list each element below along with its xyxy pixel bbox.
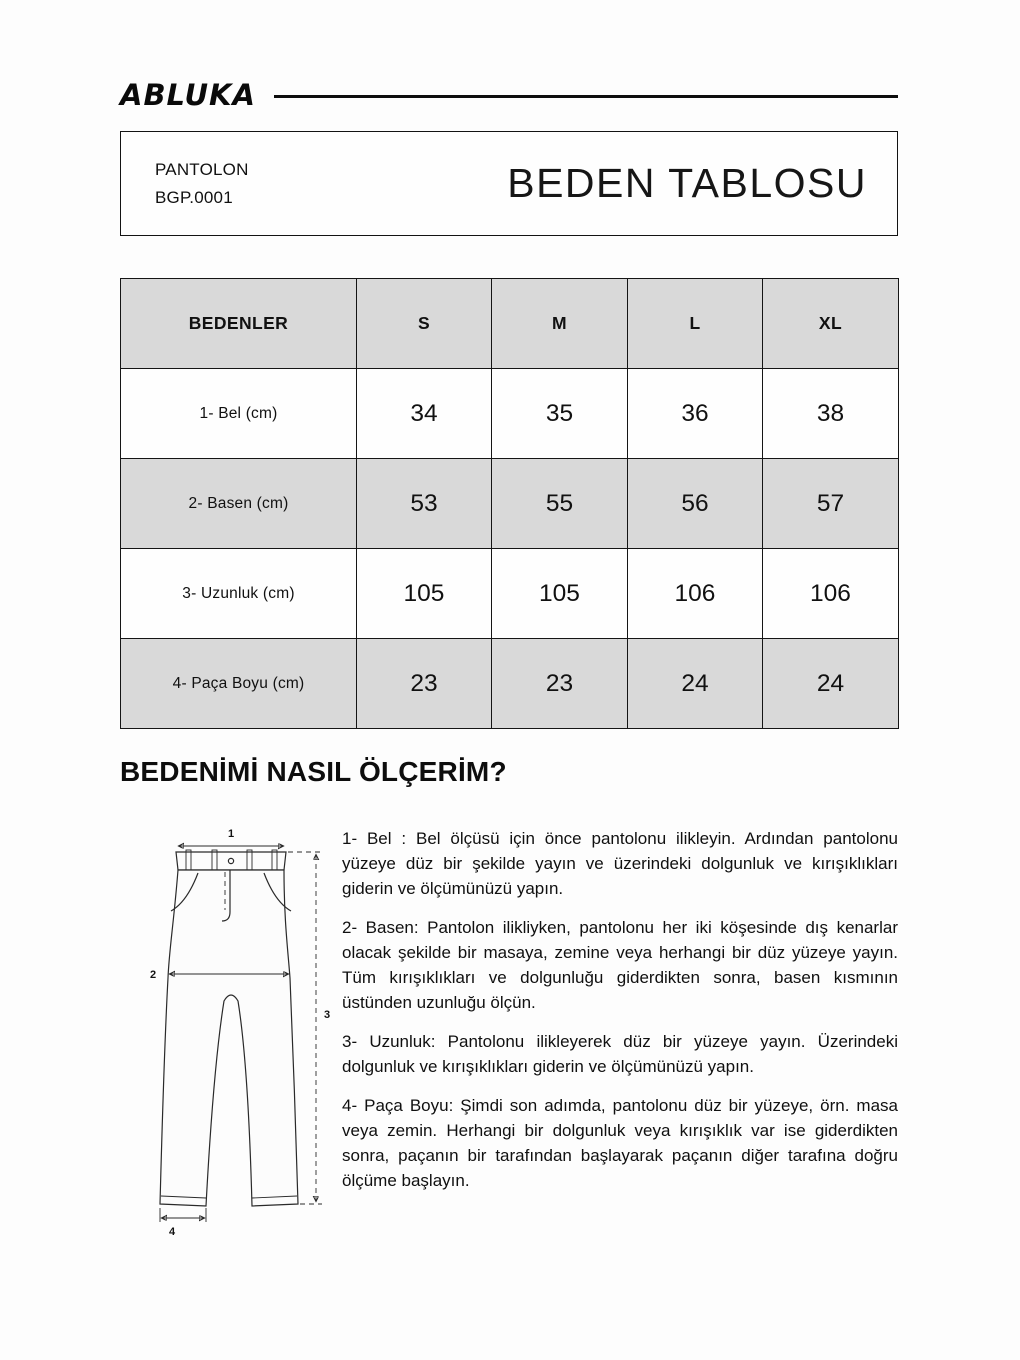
cell-paca-l: 24 [628,639,763,729]
instruction-paca-boyu: 4- Paça Boyu: Şimdi son adımda, pantolonu düz bir yüzeye, örn. masa veya zemin. Herhangi bir dolgunluk veya kırışıklık var ise giderdikten sonra, paçanın bir tarafından başlayarak paçanın diğer tarafına doğru ölçüme başlayın. [342,1096,898,1190]
measure-label-2: 2 [149,969,157,981]
cell-basen-l: 56 [628,459,763,549]
cell-paca-m: 23 [492,639,628,729]
instruction-bel: 1- Bel : Bel ölçüsü için önce pantolonu ilikleyin. Ardından pantolonu yüzeye düz bir şekilde yayın ve üzerindeki dolgunluk ve kırışıklıkları giderin ve ölçümünüzü yapın. [342,829,898,898]
column-header-s: S [357,279,492,369]
row-label-basen: 2- Basen (cm) [121,459,357,549]
cell-bel-s: 34 [357,369,492,459]
instruction-basen: 2- Basen: Pantolon ilikliyken, pantolonu her iki köşesinde dış kenarlar olacak şekilde bir masaya, zemine veya herhangi bir düz yüzeye yayın. Tüm kırışıklıkları ve dolgunluğu giderdikten sonra, basen kısmının üstünden uzunluğu ölçün. [342,918,898,1012]
size-table-header-row [121,279,899,369]
column-header-bedenler: BEDENLER [121,279,357,369]
how-to-section [120,826,898,1240]
measure-label-4: 4 [168,1226,176,1238]
header-rule-line [274,95,898,98]
instruction-uzunluk: 3- Uzunluk: Pantolonu ilikleyerek düz bir yüzeye yayın. Üzerindeki dolgunluk ve kırışıklıkları giderin ve ölçümünüzü yapın. [342,1032,898,1076]
cell-uzunluk-l: 106 [628,549,763,639]
cell-paca-xl: 24 [763,639,899,729]
page-title: BEDEN TABLOSU [507,160,867,206]
table-row-bel [121,369,899,459]
product-code: BGP.0001 [155,187,233,207]
column-header-m: M [492,279,628,369]
column-header-l: L [628,279,763,369]
row-label-uzunluk: 3- Uzunluk (cm) [121,549,357,639]
how-to-measure-heading: BEDENİMİ NASIL ÖLÇERİM? [120,756,507,787]
pants-diagram-container [120,826,342,1240]
cell-bel-xl: 38 [763,369,899,459]
cell-basen-s: 53 [357,459,492,549]
measure-label-3: 3 [323,1009,331,1021]
instructions-column [342,826,898,1207]
pants-waistband [176,850,286,872]
pants-measurement-diagram [126,826,338,1240]
cell-bel-m: 35 [492,369,628,459]
table-row-paca-boyu [121,639,899,729]
cell-bel-l: 36 [628,369,763,459]
cell-basen-m: 55 [492,459,628,549]
table-row-uzunluk [121,549,899,639]
cell-uzunluk-s: 105 [357,549,492,639]
product-name: PANTOLON [155,160,249,180]
cell-uzunluk-m: 105 [492,549,628,639]
size-table-container [120,278,898,729]
brand-logo: ABLUKA [120,78,256,112]
cell-basen-xl: 57 [763,459,899,549]
pants-outline [160,870,298,1206]
measure-label-1: 1 [227,828,235,840]
size-table [120,278,899,729]
product-info [155,156,249,210]
table-row-basen [121,459,899,549]
column-header-xl: XL [763,279,899,369]
row-label-bel: 1- Bel (cm) [121,369,357,459]
row-label-paca-boyu: 4- Paça Boyu (cm) [121,639,357,729]
brand-header [120,78,898,112]
cell-uzunluk-xl: 106 [763,549,899,639]
title-box [120,131,898,236]
cell-paca-s: 23 [357,639,492,729]
